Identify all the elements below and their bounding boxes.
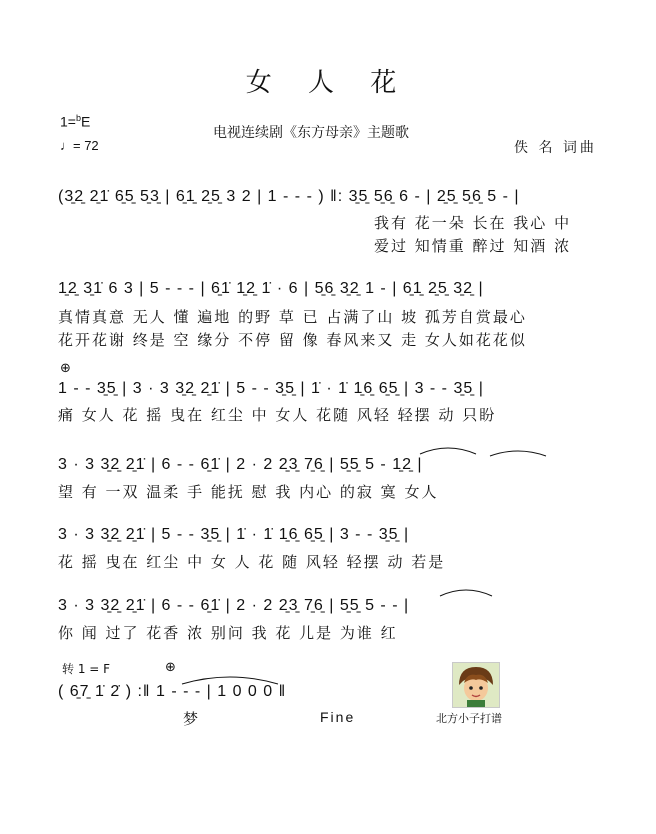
- notation-row-5: 3 · 3 3̱2̱ 2̱1̇ | 5 - - 3̱5̱ | 1̇ · 1̇ 1̱6̱ 6̱5̱ | 3 - - 3̱5̱ |: [58, 526, 410, 543]
- key-flat: b: [75, 113, 81, 123]
- lyric-row-4: 望 有 一双 温柔 手 能抚 慰 我 内心 的寂 寞 女人: [58, 483, 439, 501]
- avatar-caption: 北方小子打谱: [436, 712, 502, 725]
- lyric-row-1-verse-2: 爱过 知情重 醉过 知酒 浓: [374, 237, 572, 255]
- song-title: 女 人 花: [245, 68, 411, 98]
- coda-sign-1: ⊕: [60, 361, 71, 376]
- lyric-row-2-verse-2: 花开花谢 终是 空 缘分 不停 留 像 春风来又 走 女人如花花似: [58, 331, 527, 349]
- tie-row-4b: [488, 446, 548, 458]
- avatar: [452, 662, 500, 708]
- notation-row-2: 1̱2̱ 3̱1̇ 6 3 | 5 - - - | 6̱1̇ 1̱2̱ 1̇ · 6 | 5̱6̱ 3̱2̱ 1 - | 6̱1̱ 2̱5̱ 3̱2̱ |: [58, 280, 484, 297]
- subtitle: 电视连续剧《东方母亲》主题歌: [213, 125, 409, 141]
- key-change-label: 转 1 = F: [62, 662, 111, 676]
- notation-row-6: 3 · 3 3̱2̱ 2̱1̇ | 6 - - 6̱1̇ | 2 · 2 2̱3̱ 7̱6̱ | 5̱5̱ 5 - - |: [58, 597, 410, 614]
- notation-row-4: 3 · 3 3̱2̱ 2̱1̇ | 6 - - 6̱1̇ | 2 · 2 2̱3̱ 7̱6̱ | 5̱5̱ 5 - 1̱2̱ |: [58, 456, 423, 473]
- cartoon-boy-icon: [453, 663, 499, 707]
- lyric-row-1-verse-1: 我有 花一朵 长在 我心 中: [374, 214, 572, 232]
- lyric-row-5: 花 摇 曳在 红尘 中 女 人 花 随 风轻 轻摆 动 若是: [58, 553, 446, 571]
- lyric-row-6: 你 闻 过了 花香 浓 别问 我 花 儿是 为谁 红: [58, 624, 398, 642]
- tie-row-4: [418, 444, 478, 456]
- tempo-marking: ♩= 72: [60, 138, 99, 153]
- notation-row-3: 1 - - 3̱5̱ | 3 · 3 3̱2̱ 2̱1̇ | 5 - - 3̱5̱ | 1̇ · 1̇ 1̱6̱ 6̱5̱ | 3 - - 3̱5̱ |: [58, 380, 484, 397]
- coda-sign-2: ⊕: [165, 660, 176, 675]
- fine-marking: Fine: [320, 709, 356, 725]
- key-note: E: [80, 113, 91, 130]
- notation-row-1: (3̱2̱ 2̱1̇ 6̱5̱ 5̱3̱ | 6̱1̱ 2̱5̱ 3 2 | 1 - - - ) ‖: 3̱5̱ 5̱6̱ 6 - | 2̱5̱ 5̱6̱ 5 - |: [58, 188, 520, 205]
- key-label: 1=: [60, 113, 76, 130]
- tie-row-6: [438, 586, 494, 598]
- lyric-row-2-verse-1: 真情真意 无人 懂 遍地 的野 草 已 占满了山 坡 孤芳自赏最心: [58, 308, 527, 326]
- final-lyric: 梦: [183, 710, 201, 728]
- credits: 佚 名 词曲: [514, 140, 597, 156]
- lyric-row-3: 痛 女人 花 摇 曳在 红尘 中 女人 花随 风轻 轻摆 动 只盼: [58, 406, 497, 424]
- key-signature: [60, 113, 90, 130]
- notation-row-7: ( 6̱7̱ 1̇ 2̇ ) :‖ 1 - - - | 1 0 0 0 ‖: [58, 683, 287, 700]
